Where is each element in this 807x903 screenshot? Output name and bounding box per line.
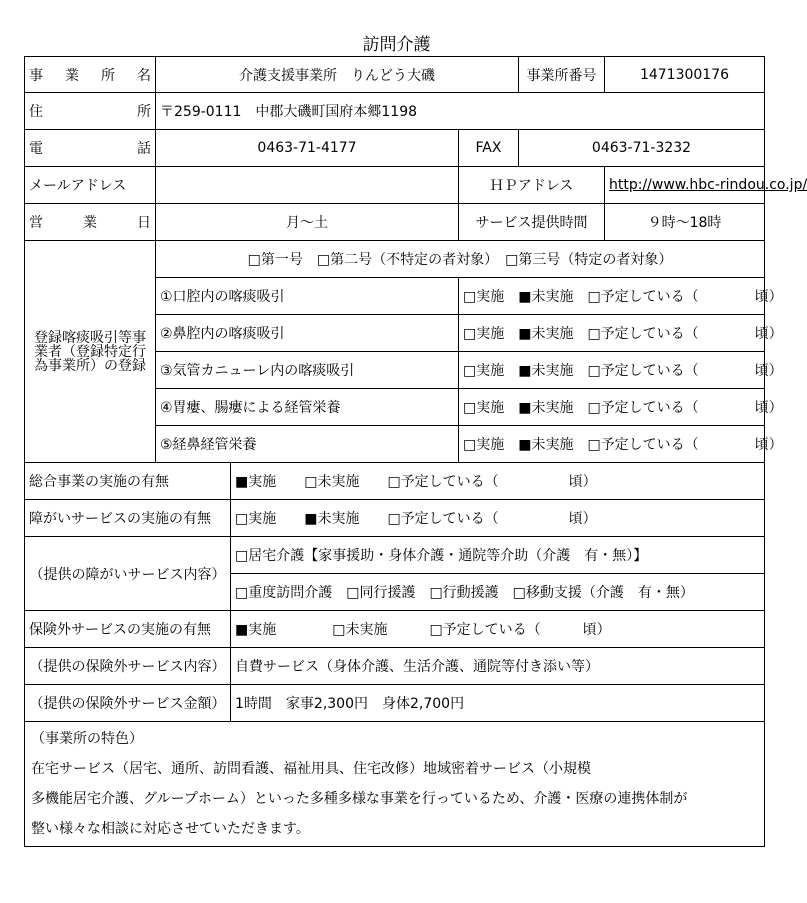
general-status: ■実施 □未実施 □予定している（ 頃） — [231, 463, 765, 500]
office-number-value: 1471300176 — [605, 57, 765, 93]
registration-item-status: □実施 ■未実施 □予定している（ 頃） — [459, 315, 765, 352]
uninsured-fee-label: （提供の保険外サービス金額） — [25, 685, 231, 722]
address-value: 〒259-0111 中郡大磯町国府本郷1198 — [156, 93, 765, 130]
phone-value: 0463-71-4177 — [156, 130, 459, 167]
office-name-value: 介護支援事業所 りんどう大磯 — [156, 57, 519, 93]
features-box — [25, 722, 765, 847]
row-address — [25, 93, 765, 130]
row-disability-content-1 — [25, 537, 765, 574]
hours-label: サービス提供時間 — [459, 204, 605, 241]
disability-status: □実施 ■未実施 □予定している（ 頃） — [231, 500, 765, 537]
registration-categories: □第一号 □第二号（不特定の者対象） □第三号（特定の者対象） — [156, 241, 765, 278]
uninsured-fee-value: 1時間 家事2,300円 身体2,700円 — [231, 685, 765, 722]
row-uninsured — [25, 611, 765, 648]
row-uninsured-fee — [25, 685, 765, 722]
features-label: （事業所の特色） — [31, 731, 143, 747]
address-label: 住 所 — [25, 93, 156, 130]
registration-label: 登録喀痰吸引等事業者（登録特定行為事業所）の登録 — [25, 241, 156, 463]
registration-item-status: □実施 ■未実施 □予定している（ 頃） — [459, 389, 765, 426]
disability-content-line1: □居宅介護【家事援助・身体介護・通院等介助（介護 有・無）】 — [231, 537, 765, 574]
row-email — [25, 167, 765, 204]
email-label: メールアドレス — [25, 167, 156, 204]
office-name-label: 事 業 所 名 — [25, 57, 156, 93]
days-label: 営 業 日 — [25, 204, 156, 241]
row-disability — [25, 500, 765, 537]
office-number-label: 事業所番号 — [519, 57, 605, 93]
row-features — [25, 722, 765, 847]
registration-item-name: ①口腔内の喀痰吸引 — [156, 278, 459, 315]
registration-item-name: ③気管カニューレ内の喀痰吸引 — [156, 352, 459, 389]
row-registration-categories — [25, 241, 765, 278]
hp-link[interactable]: http://www.hbc-rindou.co.jp/ — [605, 167, 765, 204]
disability-content-label: （提供の障がいサービス内容） — [25, 537, 231, 611]
registration-item-status: □実施 ■未実施 □予定している（ 頃） — [459, 426, 765, 463]
general-label: 総合事業の実施の有無 — [25, 463, 231, 500]
features-line1: 在宅サービス（居宅、通所、訪問看護、福祉用具、住宅改修）地域密着サービス（小規模 — [31, 761, 591, 777]
disability-content-line2: □重度訪問介護 □同行援護 □行動援護 □移動支援（介護 有・無） — [231, 574, 765, 611]
uninsured-content-label: （提供の保険外サービス内容） — [25, 648, 231, 685]
uninsured-status: ■実施 □未実施 □予定している（ 頃） — [231, 611, 765, 648]
registration-item-name: ②鼻腔内の喀痰吸引 — [156, 315, 459, 352]
uninsured-content-value: 自費サービス（身体介護、生活介護、通院等付き添い等） — [231, 648, 765, 685]
phone-label: 電 話 — [25, 130, 156, 167]
row-office-name — [25, 57, 765, 93]
disability-label: 障がいサービスの実施の有無 — [25, 500, 231, 537]
days-value: 月～土 — [156, 204, 459, 241]
fax-value: 0463-71-3232 — [519, 130, 765, 167]
row-phone — [25, 130, 765, 167]
registration-item-status: □実施 ■未実施 □予定している（ 頃） — [459, 352, 765, 389]
features-line3: 整い様々な相談に対応させていただきます。 — [31, 821, 310, 837]
registration-item-status: □実施 ■未実施 □予定している（ 頃） — [459, 278, 765, 315]
hours-value: ９時～18時 — [605, 204, 765, 241]
service-info-table — [24, 56, 807, 847]
uninsured-label: 保険外サービスの実施の有無 — [25, 611, 231, 648]
registration-item-name: ④胃瘻、腸瘻による経管栄養 — [156, 389, 459, 426]
row-uninsured-content — [25, 648, 765, 685]
page-title: 訪問介護 — [362, 35, 431, 55]
row-general — [25, 463, 765, 500]
fax-label: FAX — [459, 130, 519, 167]
row-days — [25, 204, 765, 241]
features-line2: 多機能居宅介護、グループホーム）といった多種多様な事業を行っているため、介護・医療の連携体制が — [31, 791, 688, 807]
registration-item-name: ⑤経鼻経管栄養 — [156, 426, 459, 463]
email-value — [156, 167, 459, 204]
hp-label: ＨＰアドレス — [459, 167, 605, 204]
